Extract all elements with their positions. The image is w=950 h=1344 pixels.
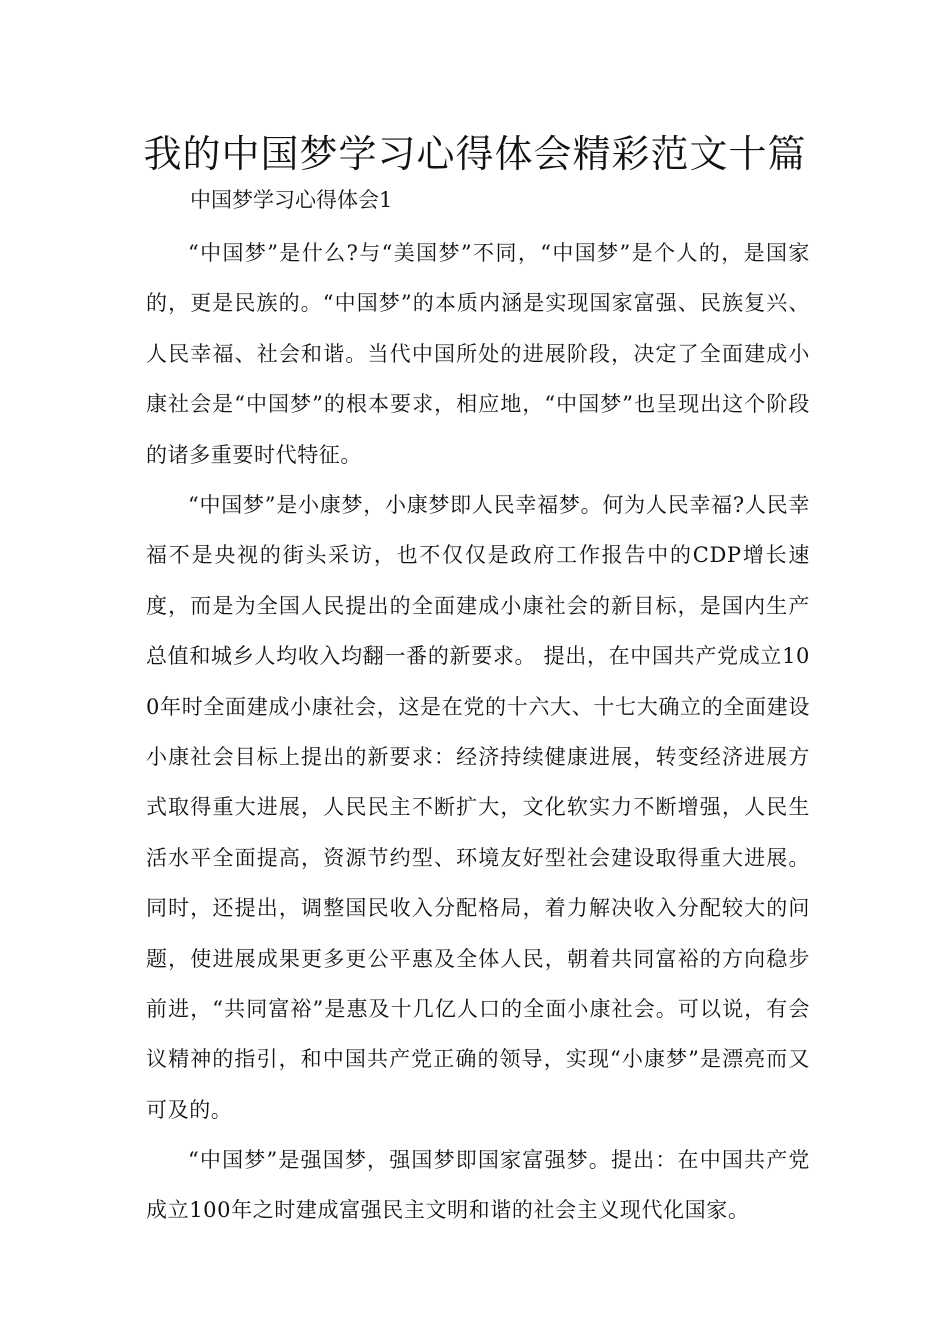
paragraph-3: “中国梦”是强国梦，强国梦即国家富强梦。提出：在中国共产党成立100年之时建成富强民主文明和谐的社会主义现代化国家。 — [146, 1148, 810, 1223]
document-title: 我的中国梦学习心得体会精彩范文十篇 — [143, 132, 807, 176]
section-heading: 中国梦学习心得体会1 — [190, 188, 393, 212]
paragraph-1: “中国梦”是什么?与“美国梦”不同，“中国梦”是个人的，是国家的，更是民族的。“中国梦”的本质内涵是实现国家富强、民族复兴、人民幸福、社会和谐。当代中国所处的进展阶段，决定了全面建成小康社会是“中国梦”的根本要求，相应地，“中国梦”也呈现出这个阶段的诸多重要时代特征。 — [146, 241, 810, 467]
paragraph-2: “中国梦”是小康梦，小康梦即人民幸福梦。何为人民幸福?人民幸福不是央视的街头采访，也不仅仅是政府工作报告中的CDP增长速度，而是为全国人民提出的全面建成小康社会的新目标，是国内生产总值和城乡人均收入均翻一番的新要求。 提出，在中国共产党成立100年时全面建成小康社会，这是在党的十六大、十七大确立的全面建设小康社会目标上提出的新要求：经济持续健康进展，转变经济进展方式取得重大进展，人民民主不断扩大，文化软实力不断增强，人民生活水平全面提高，资源节约型、环境友好型社会建设取得重大进展。同时，还提出，调整国民收入分配格局，着力解决收入分配较大的问题，使进展成果更多更公平惠及全体人民，朝着共同富裕的方向稳步前进，“共同富裕”是惠及十几亿人口的全面小康社会。可以说，有会议精神的指引，和中国共产党正确的领导，实现“小康梦”是漂亮而又可及的。 — [146, 493, 810, 1122]
